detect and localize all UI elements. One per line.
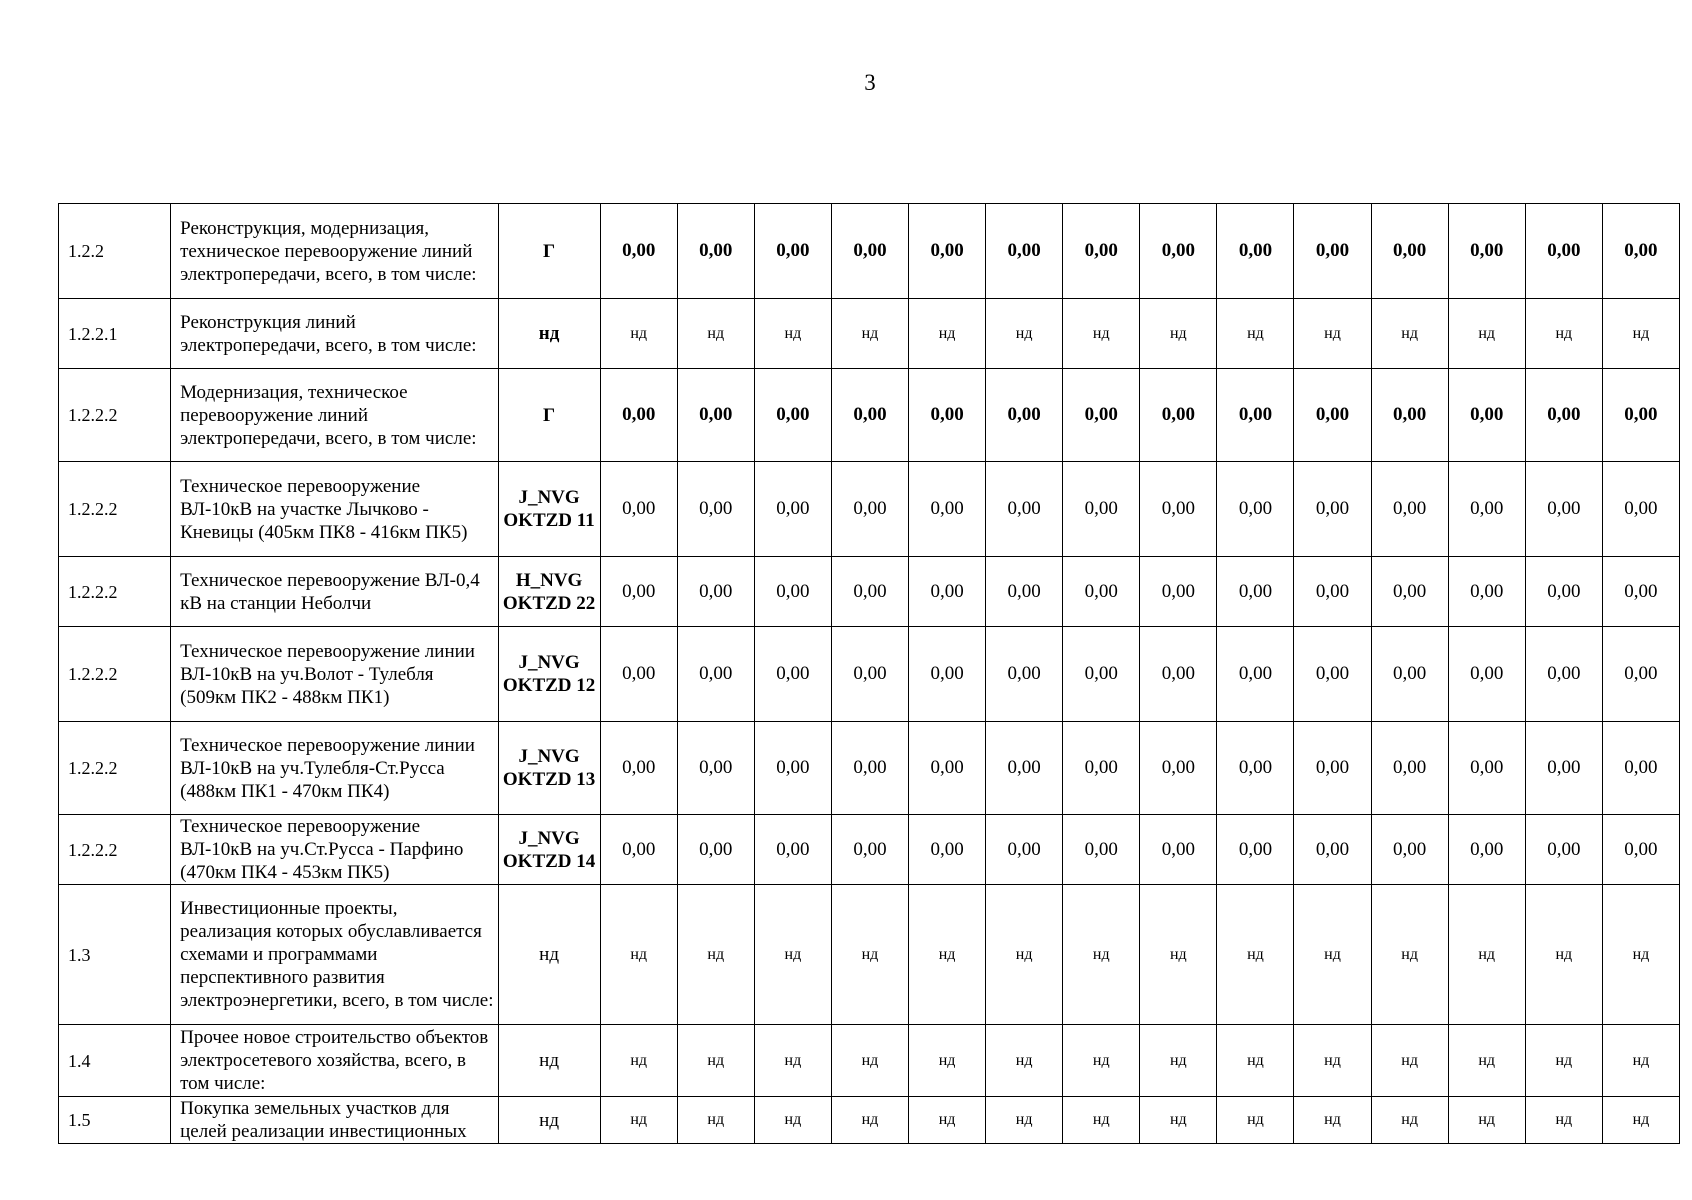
table-row xyxy=(59,1025,1680,1097)
value-cell: 0,00 xyxy=(1371,627,1448,722)
value-cell: 0,00 xyxy=(1602,369,1679,462)
value-cell: 0,00 xyxy=(754,369,831,462)
value-cell: нд xyxy=(1140,1025,1217,1097)
value-cell: 0,00 xyxy=(677,204,754,299)
value-cell: нд xyxy=(986,1025,1063,1097)
value-cell: 0,00 xyxy=(1063,815,1140,885)
row-number-cell: 1.2.2.1 xyxy=(59,299,171,369)
row-number-cell: 1.2.2 xyxy=(59,204,171,299)
value-cell: 0,00 xyxy=(600,722,677,815)
value-cell: 0,00 xyxy=(1217,815,1294,885)
row-name-cell: Инвестиционные проекты, реализация которых обуславливается схемами и программами перспективного развития электроэнергетики, всего, в том числе: xyxy=(171,885,498,1025)
value-cell: 0,00 xyxy=(1371,369,1448,462)
value-cell: нд xyxy=(1294,299,1371,369)
value-cell: 0,00 xyxy=(600,815,677,885)
value-cell: 0,00 xyxy=(754,204,831,299)
value-cell: 0,00 xyxy=(909,815,986,885)
value-cell: нд xyxy=(1294,1025,1371,1097)
investment-table xyxy=(58,203,1680,1144)
value-cell: нд xyxy=(677,1097,754,1144)
row-code-cell: нд xyxy=(498,1097,600,1144)
row-code-cell: нд xyxy=(498,1025,600,1097)
row-number-cell: 1.2.2.2 xyxy=(59,815,171,885)
row-code-cell: J_NVG OKTZD 14 xyxy=(498,815,600,885)
row-name-cell: Покупка земельных участков для целей реализации инвестиционных xyxy=(171,1097,498,1144)
value-cell: 0,00 xyxy=(1448,815,1525,885)
value-cell: нд xyxy=(831,299,908,369)
value-cell: 0,00 xyxy=(600,557,677,627)
value-cell: 0,00 xyxy=(909,204,986,299)
value-cell: 0,00 xyxy=(1140,557,1217,627)
value-cell: 0,00 xyxy=(1448,369,1525,462)
value-cell: нд xyxy=(986,1097,1063,1144)
value-cell: 0,00 xyxy=(754,462,831,557)
row-number-cell: 1.2.2.2 xyxy=(59,462,171,557)
value-cell: нд xyxy=(986,885,1063,1025)
value-cell: 0,00 xyxy=(1140,815,1217,885)
row-name-cell: Техническое перевооружение ВЛ-10кВ на участке Лычково - Кневицы (405км ПК8 - 416км ПК5) xyxy=(171,462,498,557)
value-cell: 0,00 xyxy=(909,627,986,722)
value-cell: 0,00 xyxy=(1448,557,1525,627)
row-name-cell: Техническое перевооружение ВЛ-0,4 кВ на станции Неболчи xyxy=(171,557,498,627)
value-cell: 0,00 xyxy=(1448,627,1525,722)
table-row xyxy=(59,462,1680,557)
value-cell: 0,00 xyxy=(1294,815,1371,885)
value-cell: 0,00 xyxy=(986,815,1063,885)
value-cell: 0,00 xyxy=(600,627,677,722)
table-row xyxy=(59,299,1680,369)
value-cell: 0,00 xyxy=(1525,627,1602,722)
value-cell: нд xyxy=(1063,1025,1140,1097)
value-cell: 0,00 xyxy=(1140,462,1217,557)
value-cell: 0,00 xyxy=(1217,557,1294,627)
value-cell: 0,00 xyxy=(1294,557,1371,627)
value-cell: 0,00 xyxy=(1140,627,1217,722)
row-code-cell: J_NVG OKTZD 11 xyxy=(498,462,600,557)
row-number-cell: 1.2.2.2 xyxy=(59,627,171,722)
value-cell: 0,00 xyxy=(1217,204,1294,299)
value-cell: 0,00 xyxy=(1602,557,1679,627)
value-cell: 0,00 xyxy=(1602,204,1679,299)
row-name-cell: Модернизация, техническое перевооружение линий электропередачи, всего, в том числе: xyxy=(171,369,498,462)
value-cell: 0,00 xyxy=(909,722,986,815)
value-cell: 0,00 xyxy=(1063,462,1140,557)
value-cell: 0,00 xyxy=(600,369,677,462)
value-cell: 0,00 xyxy=(831,462,908,557)
value-cell: нд xyxy=(1602,885,1679,1025)
value-cell: 0,00 xyxy=(600,462,677,557)
value-cell: нд xyxy=(677,299,754,369)
value-cell: 0,00 xyxy=(909,369,986,462)
table-body xyxy=(59,204,1680,1144)
table-row xyxy=(59,1097,1680,1144)
value-cell: 0,00 xyxy=(1140,722,1217,815)
row-number-cell: 1.4 xyxy=(59,1025,171,1097)
value-cell: 0,00 xyxy=(754,627,831,722)
table-row xyxy=(59,885,1680,1025)
value-cell: нд xyxy=(986,299,1063,369)
row-number-cell: 1.3 xyxy=(59,885,171,1025)
value-cell: нд xyxy=(1063,885,1140,1025)
row-number-cell: 1.5 xyxy=(59,1097,171,1144)
row-code-cell: нд xyxy=(498,299,600,369)
value-cell: 0,00 xyxy=(1525,815,1602,885)
row-name-cell: Реконструкция, модернизация, техническое перевооружение линий электропередачи, всего, в том числе: xyxy=(171,204,498,299)
table-row xyxy=(59,722,1680,815)
value-cell: 0,00 xyxy=(677,462,754,557)
value-cell: 0,00 xyxy=(677,722,754,815)
value-cell: нд xyxy=(600,1025,677,1097)
value-cell: 0,00 xyxy=(986,369,1063,462)
value-cell: нд xyxy=(1140,299,1217,369)
value-cell: 0,00 xyxy=(1217,369,1294,462)
value-cell: 0,00 xyxy=(1602,722,1679,815)
value-cell: 0,00 xyxy=(677,815,754,885)
value-cell: 0,00 xyxy=(1063,557,1140,627)
table-row xyxy=(59,627,1680,722)
value-cell: 0,00 xyxy=(1063,627,1140,722)
value-cell: 0,00 xyxy=(831,369,908,462)
row-name-cell: Техническое перевооружение ВЛ-10кВ на уч.Ст.Русса - Парфино (470км ПК4 - 453км ПК5) xyxy=(171,815,498,885)
value-cell: 0,00 xyxy=(986,462,1063,557)
value-cell: 0,00 xyxy=(1525,557,1602,627)
value-cell: 0,00 xyxy=(1217,627,1294,722)
value-cell: 0,00 xyxy=(986,204,1063,299)
value-cell: нд xyxy=(1217,1025,1294,1097)
value-cell: нд xyxy=(1140,885,1217,1025)
value-cell: нд xyxy=(600,299,677,369)
value-cell: нд xyxy=(754,1097,831,1144)
value-cell: 0,00 xyxy=(1525,462,1602,557)
value-cell: 0,00 xyxy=(754,557,831,627)
value-cell: нд xyxy=(1525,1025,1602,1097)
value-cell: нд xyxy=(909,1097,986,1144)
value-cell: 0,00 xyxy=(600,204,677,299)
value-cell: нд xyxy=(1140,1097,1217,1144)
value-cell: нд xyxy=(754,1025,831,1097)
table-row xyxy=(59,815,1680,885)
row-name-cell: Техническое перевооружение линии ВЛ-10кВ на уч.Тулебля-Ст.Русса (488км ПК1 - 470км ПК4) xyxy=(171,722,498,815)
value-cell: нд xyxy=(1448,299,1525,369)
value-cell: 0,00 xyxy=(1371,557,1448,627)
value-cell: нд xyxy=(1371,1025,1448,1097)
value-cell: нд xyxy=(677,885,754,1025)
row-name-cell: Реконструкция линий электропередачи, всего, в том числе: xyxy=(171,299,498,369)
value-cell: 0,00 xyxy=(1294,369,1371,462)
value-cell: 0,00 xyxy=(831,722,908,815)
value-cell: 0,00 xyxy=(1063,722,1140,815)
value-cell: 0,00 xyxy=(1063,204,1140,299)
page-number: 3 xyxy=(864,70,876,95)
value-cell: 0,00 xyxy=(1140,204,1217,299)
value-cell: 0,00 xyxy=(909,462,986,557)
row-number-cell: 1.2.2.2 xyxy=(59,369,171,462)
value-cell: 0,00 xyxy=(1602,815,1679,885)
value-cell: нд xyxy=(1525,885,1602,1025)
value-cell: 0,00 xyxy=(677,369,754,462)
row-code-cell: H_NVG OKTZD 22 xyxy=(498,557,600,627)
value-cell: 0,00 xyxy=(831,815,908,885)
table-row xyxy=(59,369,1680,462)
value-cell: нд xyxy=(909,299,986,369)
table-row xyxy=(59,557,1680,627)
value-cell: нд xyxy=(909,885,986,1025)
value-cell: 0,00 xyxy=(1371,204,1448,299)
value-cell: нд xyxy=(1217,1097,1294,1144)
row-name-cell: Прочее новое строительство объектов электросетевого хозяйства, всего, в том числе: xyxy=(171,1025,498,1097)
value-cell: 0,00 xyxy=(754,722,831,815)
value-cell: 0,00 xyxy=(1525,369,1602,462)
value-cell: 0,00 xyxy=(1448,462,1525,557)
value-cell: 0,00 xyxy=(1525,204,1602,299)
value-cell: 0,00 xyxy=(754,815,831,885)
value-cell: нд xyxy=(1294,885,1371,1025)
value-cell: нд xyxy=(1294,1097,1371,1144)
value-cell: нд xyxy=(1217,299,1294,369)
row-code-cell: нд xyxy=(498,885,600,1025)
row-name-cell: Техническое перевооружение линии ВЛ-10кВ на уч.Волот - Тулебля (509км ПК2 - 488км ПК1) xyxy=(171,627,498,722)
row-code-cell: J_NVG OKTZD 13 xyxy=(498,722,600,815)
value-cell: 0,00 xyxy=(1217,722,1294,815)
value-cell: нд xyxy=(600,1097,677,1144)
value-cell: нд xyxy=(909,1025,986,1097)
row-code-cell: Г xyxy=(498,204,600,299)
value-cell: 0,00 xyxy=(1371,462,1448,557)
value-cell: 0,00 xyxy=(1294,722,1371,815)
value-cell: нд xyxy=(1217,885,1294,1025)
value-cell: 0,00 xyxy=(1063,369,1140,462)
value-cell: 0,00 xyxy=(1448,204,1525,299)
value-cell: нд xyxy=(1602,299,1679,369)
value-cell: 0,00 xyxy=(1602,627,1679,722)
value-cell: нд xyxy=(754,885,831,1025)
value-cell: нд xyxy=(831,1097,908,1144)
value-cell: нд xyxy=(1371,1097,1448,1144)
value-cell: нд xyxy=(831,1025,908,1097)
value-cell: 0,00 xyxy=(1140,369,1217,462)
value-cell: нд xyxy=(1448,885,1525,1025)
value-cell: 0,00 xyxy=(1217,462,1294,557)
value-cell: нд xyxy=(1525,1097,1602,1144)
value-cell: 0,00 xyxy=(986,722,1063,815)
value-cell: нд xyxy=(1448,1025,1525,1097)
row-code-cell: Г xyxy=(498,369,600,462)
value-cell: 0,00 xyxy=(1371,815,1448,885)
value-cell: 0,00 xyxy=(986,627,1063,722)
value-cell: 0,00 xyxy=(1448,722,1525,815)
value-cell: нд xyxy=(600,885,677,1025)
value-cell: 0,00 xyxy=(1294,462,1371,557)
row-number-cell: 1.2.2.2 xyxy=(59,557,171,627)
value-cell: нд xyxy=(1371,299,1448,369)
value-cell: нд xyxy=(1525,299,1602,369)
row-code-cell: J_NVG OKTZD 12 xyxy=(498,627,600,722)
value-cell: 0,00 xyxy=(677,557,754,627)
value-cell: 0,00 xyxy=(986,557,1063,627)
value-cell: нд xyxy=(1063,1097,1140,1144)
value-cell: 0,00 xyxy=(831,627,908,722)
value-cell: 0,00 xyxy=(831,557,908,627)
value-cell: нд xyxy=(1448,1097,1525,1144)
value-cell: 0,00 xyxy=(1294,204,1371,299)
row-number-cell: 1.2.2.2 xyxy=(59,722,171,815)
value-cell: 0,00 xyxy=(677,627,754,722)
table-row xyxy=(59,204,1680,299)
value-cell: нд xyxy=(754,299,831,369)
value-cell: нд xyxy=(677,1025,754,1097)
value-cell: 0,00 xyxy=(1525,722,1602,815)
value-cell: нд xyxy=(1602,1025,1679,1097)
value-cell: 0,00 xyxy=(831,204,908,299)
value-cell: 0,00 xyxy=(1371,722,1448,815)
value-cell: 0,00 xyxy=(909,557,986,627)
value-cell: нд xyxy=(1063,299,1140,369)
value-cell: нд xyxy=(831,885,908,1025)
value-cell: нд xyxy=(1371,885,1448,1025)
value-cell: нд xyxy=(1602,1097,1679,1144)
value-cell: 0,00 xyxy=(1294,627,1371,722)
value-cell: 0,00 xyxy=(1602,462,1679,557)
